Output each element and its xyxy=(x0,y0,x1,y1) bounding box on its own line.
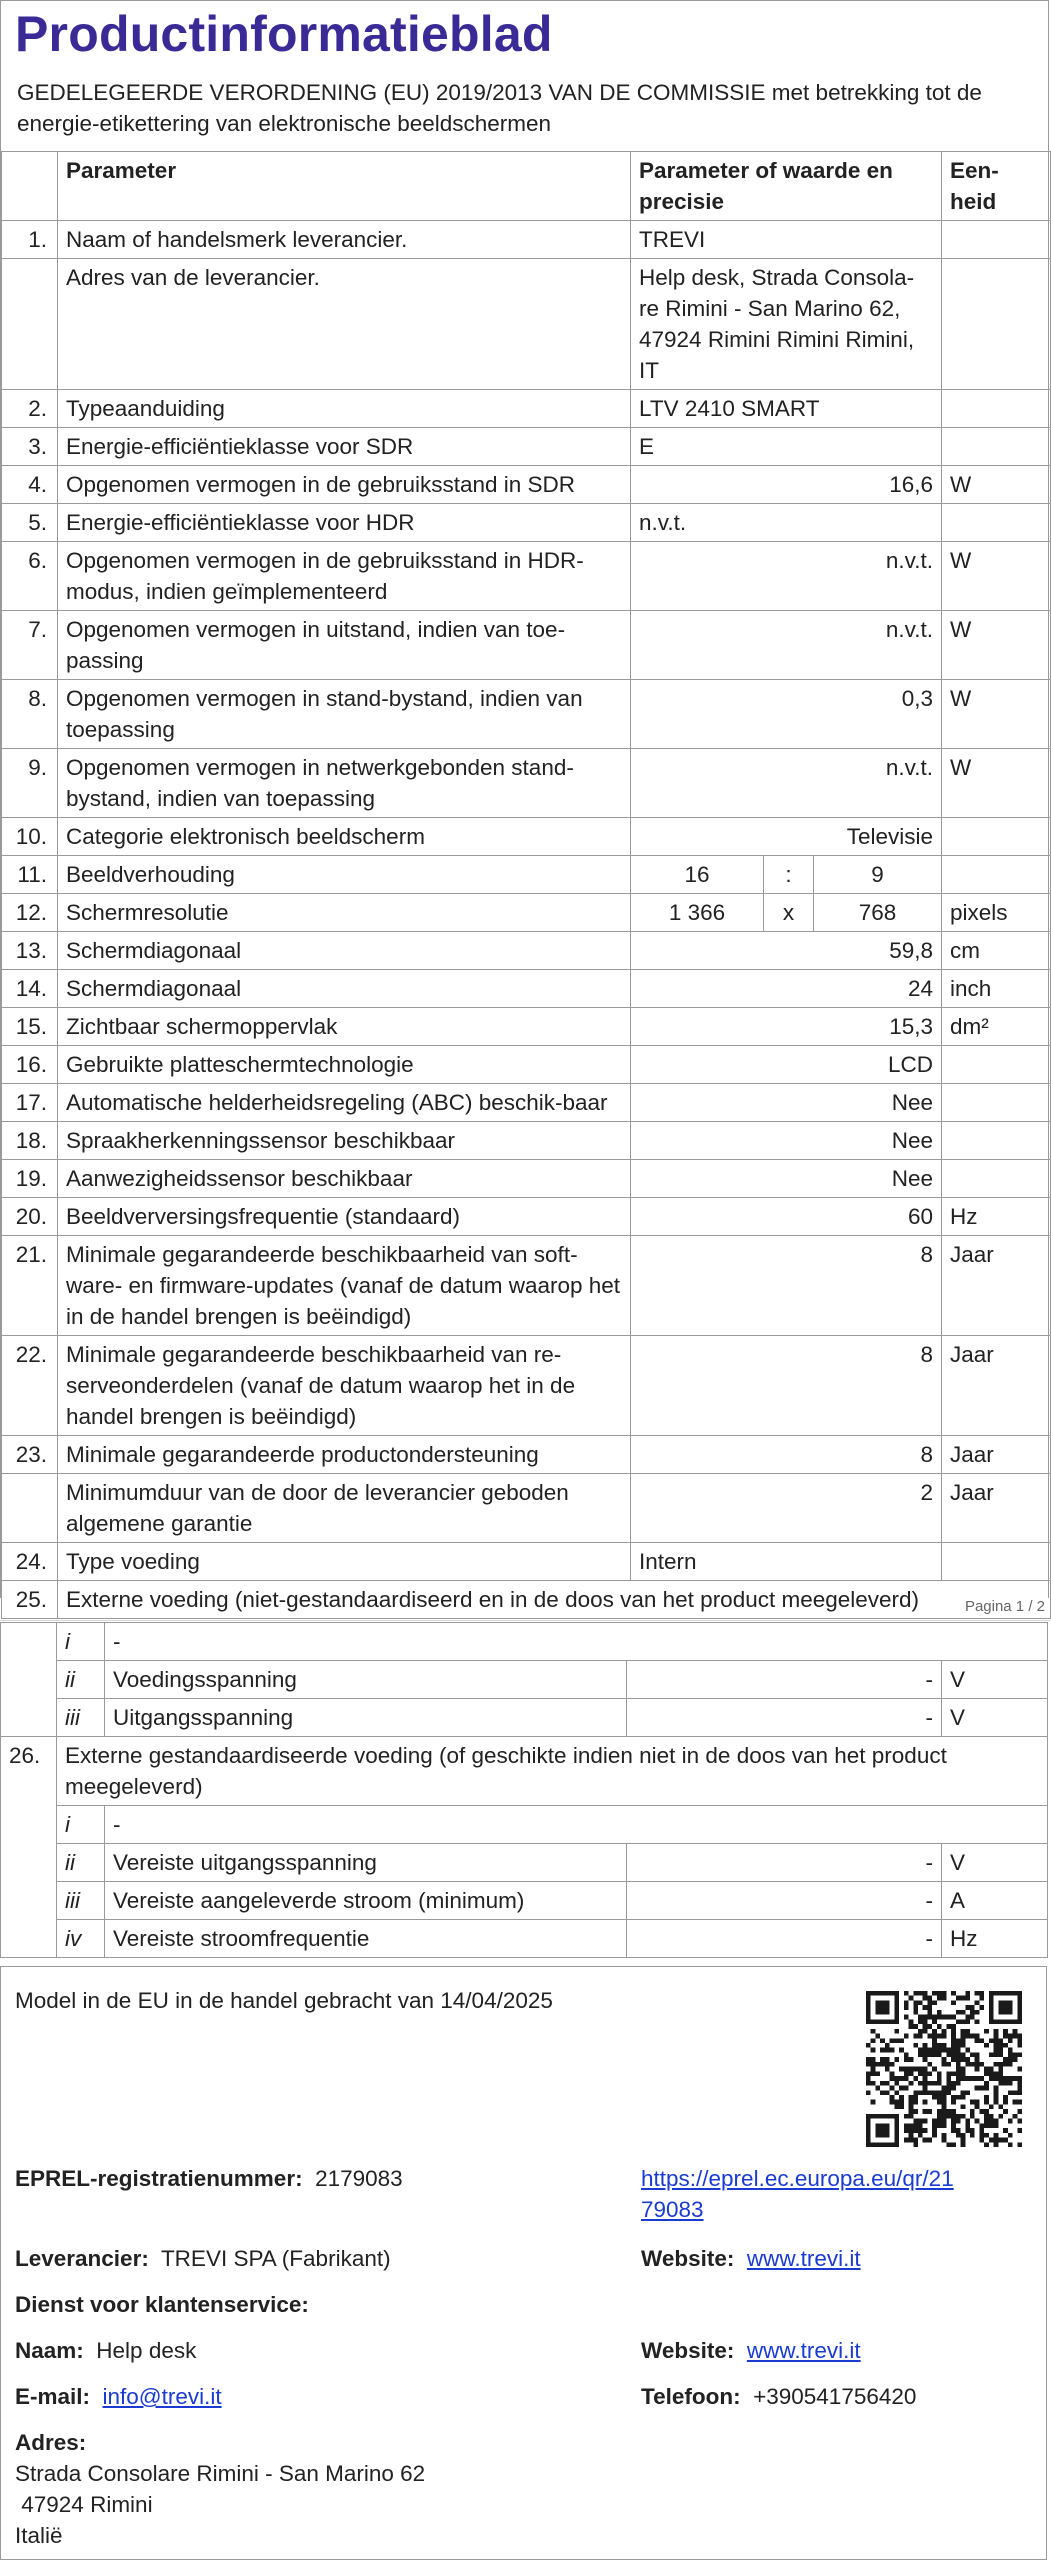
table-header-row xyxy=(2,152,1051,221)
row-value: Televisie xyxy=(631,818,942,856)
row-label: Spraakherkenningssensor beschikbaar xyxy=(58,1122,631,1160)
table-row xyxy=(2,1474,1051,1543)
row-label: Automatische helderheidsregeling (ABC) beschik-baar xyxy=(58,1084,631,1122)
row-value-b: 9 xyxy=(814,856,942,894)
row-label: Opgenomen vermogen in uitstand, indien van toe-passing xyxy=(58,611,631,680)
table-row xyxy=(2,390,1051,428)
row-unit xyxy=(942,1160,1051,1198)
row-value: n.v.t. xyxy=(631,749,942,818)
row-label: Schermdiagonaal xyxy=(58,932,631,970)
row-label: Categorie elektronisch beeldscherm xyxy=(58,818,631,856)
row-number: 12. xyxy=(2,894,58,932)
row-value: - xyxy=(627,1844,942,1882)
row-number: 1. xyxy=(2,221,58,259)
table-row xyxy=(2,1122,1051,1160)
table-row xyxy=(1,1661,1048,1699)
row-number: 13. xyxy=(2,932,58,970)
row-number: 24. xyxy=(2,1543,58,1581)
row-number: 18. xyxy=(2,1122,58,1160)
row-value: LTV 2410 SMART xyxy=(631,390,942,428)
table-row xyxy=(2,1046,1051,1084)
row-unit: cm xyxy=(942,932,1051,970)
row-value-b: 768 xyxy=(814,894,942,932)
table-row xyxy=(2,466,1051,504)
row-label: Minimale gegarandeerde beschikbaarheid van soft-ware- en firmware-updates (vanaf de datum waarop het in de handel brengen is beëindigd) xyxy=(58,1236,631,1336)
row-number: 22. xyxy=(2,1336,58,1436)
row-value: 8 xyxy=(631,1336,942,1436)
row-label: Vereiste aangeleverde stroom (minimum) xyxy=(105,1882,627,1920)
eprel-link-line1[interactable]: https://eprel.ec.europa.eu/qr/21 xyxy=(641,2166,954,2191)
row-number: 15. xyxy=(2,1008,58,1046)
table-row xyxy=(2,1236,1051,1336)
row-unit xyxy=(942,818,1051,856)
row-unit: V xyxy=(942,1844,1048,1882)
row-label: Naam of handelsmerk leverancier. xyxy=(58,221,631,259)
row-value: TREVI xyxy=(631,221,942,259)
qr-code-icon xyxy=(866,1991,1022,2147)
row-unit xyxy=(942,390,1051,428)
row-unit: W xyxy=(942,466,1051,504)
row-unit: V xyxy=(942,1661,1048,1699)
row-value-a: 1 366 xyxy=(631,894,764,932)
row-number: 2. xyxy=(2,390,58,428)
row-value: 24 xyxy=(631,970,942,1008)
row-label: Vereiste stroomfrequentie xyxy=(105,1920,627,1958)
eprel-link[interactable] xyxy=(641,2163,954,2225)
row-value: LCD xyxy=(631,1046,942,1084)
row-number: 14. xyxy=(2,970,58,1008)
row-label: - xyxy=(105,1806,1048,1844)
row-value: 60 xyxy=(631,1198,942,1236)
row-number: 20. xyxy=(2,1198,58,1236)
row-label: Beeldverversingsfrequentie (standaard) xyxy=(58,1198,631,1236)
table-row xyxy=(1,1737,1048,1806)
supplier-name: TREVI SPA (Fabrikant) xyxy=(160,2246,391,2271)
header-num-cell xyxy=(2,152,58,221)
row-value: Nee xyxy=(631,1122,942,1160)
row-label: Opgenomen vermogen in de gebruiksstand in HDR-modus, indien geïmplementeerd xyxy=(58,542,631,611)
page-title: Productinformatieblad xyxy=(15,6,553,62)
row-value: 59,8 xyxy=(631,932,942,970)
table-row xyxy=(2,749,1051,818)
row-number xyxy=(2,259,58,390)
row-unit: Jaar xyxy=(942,1336,1051,1436)
table-row xyxy=(2,259,1051,390)
row-unit: Hz xyxy=(942,1920,1048,1958)
row-value: 15,3 xyxy=(631,1008,942,1046)
row-number: 25. xyxy=(2,1581,58,1619)
row-value-separator: : xyxy=(764,856,814,894)
table-row xyxy=(1,1882,1048,1920)
row-sub-index: i xyxy=(57,1623,105,1661)
row-value: Intern xyxy=(631,1543,942,1581)
row-value: - xyxy=(627,1882,942,1920)
row-value: 8 xyxy=(631,1436,942,1474)
row-label: Schermresolutie xyxy=(58,894,631,932)
row-value: Help desk, Strada Consola-re Rimini - San Marino 62, 47924 Rimini Rimini Rimini, IT xyxy=(631,259,942,390)
row-value: 8 xyxy=(631,1236,942,1336)
row-unit: inch xyxy=(942,970,1051,1008)
row-unit xyxy=(942,259,1051,390)
table-row xyxy=(1,1920,1048,1958)
table-row xyxy=(2,1336,1051,1436)
address-line-2: 47924 Rimini xyxy=(15,2492,153,2517)
table-row xyxy=(2,1008,1051,1046)
row-unit: A xyxy=(942,1882,1048,1920)
eprel-label: EPREL-registratienummer: xyxy=(15,2166,303,2191)
row-sub-index: ii xyxy=(57,1844,105,1882)
row-label: Uitgangsspanning xyxy=(105,1699,627,1737)
row-unit: Jaar xyxy=(942,1436,1051,1474)
row-number: 3. xyxy=(2,428,58,466)
row-number: 23. xyxy=(2,1436,58,1474)
row-unit xyxy=(942,1543,1051,1581)
row-number: 4. xyxy=(2,466,58,504)
row-label: Externe voeding (niet-gestandaardiseerd en in de doos van het product meegeleverd) xyxy=(58,1581,1051,1619)
row-value: Nee xyxy=(631,1084,942,1122)
table-row xyxy=(2,504,1051,542)
row-sub-index: ii xyxy=(57,1661,105,1699)
row-unit: W xyxy=(942,542,1051,611)
row-unit: pixels xyxy=(942,894,1051,932)
table-row xyxy=(2,1436,1051,1474)
row-label: Minimale gegarandeerde beschikbaarheid van re-serveonderdelen (vanaf de datum waarop het in de handel brengen is beëindigd) xyxy=(58,1336,631,1436)
supplier-label: Leverancier: xyxy=(15,2246,149,2271)
eprel-number: 2179083 xyxy=(315,2166,403,2191)
row-unit: W xyxy=(942,611,1051,680)
table-row xyxy=(2,428,1051,466)
service-website-link[interactable]: www.trevi.it xyxy=(746,2338,861,2363)
email-label: E-mail: xyxy=(15,2384,91,2409)
email-line xyxy=(15,2381,222,2412)
eprel-registration xyxy=(15,2163,403,2194)
name-label: Naam: xyxy=(15,2338,84,2363)
row-label: Aanwezigheidssensor beschikbaar xyxy=(58,1160,631,1198)
row-label: Gebruikte platteschermtechnologie xyxy=(58,1046,631,1084)
row-label: Opgenomen vermogen in netwerkgebonden stand-bystand, indien van toepassing xyxy=(58,749,631,818)
row-value-separator: x xyxy=(764,894,814,932)
parameter-table xyxy=(1,151,1051,1619)
customer-service-heading: Dienst voor klantenservice: xyxy=(15,2292,309,2317)
row-unit: V xyxy=(942,1699,1048,1737)
address-label: Adres: xyxy=(15,2430,87,2455)
table-row xyxy=(1,1623,1048,1661)
row-label: Energie-efficiëntieklasse voor SDR xyxy=(58,428,631,466)
row-unit: W xyxy=(942,680,1051,749)
page-subtitle: GEDELEGEERDE VERORDENING (EU) 2019/2013 VAN DE COMMISSIE met betrekking tot de energie-etikettering van elektronische beeldschermen xyxy=(17,80,982,136)
row-label: Minimale gegarandeerde productondersteuning xyxy=(58,1436,631,1474)
service-name: Help desk xyxy=(96,2338,197,2363)
phone-line xyxy=(641,2381,916,2412)
row-label: Zichtbaar schermoppervlak xyxy=(58,1008,631,1046)
address-line-1: Strada Consolare Rimini - San Marino 62 xyxy=(15,2461,426,2486)
row-unit: W xyxy=(942,749,1051,818)
supplier-line xyxy=(15,2243,391,2274)
row-number: 19. xyxy=(2,1160,58,1198)
row-number: 26. xyxy=(1,1737,57,1958)
row-label: Voedingsspanning xyxy=(105,1661,627,1699)
page-indicator: Pagina 1 / 2 xyxy=(964,1598,1045,1615)
row-label: Type voeding xyxy=(58,1543,631,1581)
row-number: 5. xyxy=(2,504,58,542)
row-label: Energie-efficiëntieklasse voor HDR xyxy=(58,504,631,542)
row-value: - xyxy=(627,1661,942,1699)
row-value: - xyxy=(627,1699,942,1737)
row-label: Beeldverhouding xyxy=(58,856,631,894)
row-unit xyxy=(942,504,1051,542)
service-name-line xyxy=(15,2335,196,2366)
row-value: Nee xyxy=(631,1160,942,1198)
row-unit xyxy=(942,1122,1051,1160)
row-value: n.v.t. xyxy=(631,611,942,680)
row-unit: Hz xyxy=(942,1198,1051,1236)
row-label: Typeaanduiding xyxy=(58,390,631,428)
row-value: - xyxy=(627,1920,942,1958)
table-row xyxy=(2,611,1051,680)
header-parameter: Parameter xyxy=(58,152,631,221)
row-number: 6. xyxy=(2,542,58,611)
row-number: 21. xyxy=(2,1236,58,1336)
email-link[interactable]: info@trevi.it xyxy=(102,2384,222,2409)
row-label: Schermdiagonaal xyxy=(58,970,631,1008)
row-label: Opgenomen vermogen in de gebruiksstand in SDR xyxy=(58,466,631,504)
row-value: 2 xyxy=(631,1474,942,1543)
website-label: Website: xyxy=(641,2246,735,2271)
row-unit xyxy=(942,856,1051,894)
row-label: - xyxy=(105,1623,1048,1661)
website-link[interactable]: www.trevi.it xyxy=(746,2246,861,2271)
row-number: 7. xyxy=(2,611,58,680)
table-row xyxy=(2,856,1051,894)
row-number: 8. xyxy=(2,680,58,749)
website-line xyxy=(641,2243,861,2274)
row-sub-index: iv xyxy=(57,1920,105,1958)
row-sub-index: iii xyxy=(57,1882,105,1920)
row-number xyxy=(2,1474,58,1543)
row-label: Externe gestandaardiseerde voeding (of geschikte indien niet in de doos van het product meegeleverd) xyxy=(57,1737,1048,1806)
row-sub-index: iii xyxy=(57,1699,105,1737)
table-row xyxy=(2,1543,1051,1581)
row-label: Opgenomen vermogen in stand-bystand, indien van toepassing xyxy=(58,680,631,749)
address-line-3: Italië xyxy=(15,2523,63,2548)
row-number: 10. xyxy=(2,818,58,856)
row-value-a: 16 xyxy=(631,856,764,894)
row-unit xyxy=(942,428,1051,466)
table-row xyxy=(2,542,1051,611)
table-row xyxy=(2,932,1051,970)
table-row xyxy=(2,970,1051,1008)
page-divider xyxy=(0,1620,1051,1621)
row-label: Adres van de leverancier. xyxy=(58,259,631,390)
row-unit xyxy=(942,1046,1051,1084)
model-market-date: Model in de EU in de handel gebracht van 14/04/2025 xyxy=(15,1988,553,2013)
table-row xyxy=(2,1198,1051,1236)
row-label: Minimumduur van de door de leverancier geboden algemene garantie xyxy=(58,1474,631,1543)
table-row xyxy=(1,1844,1048,1882)
row-value: n.v.t. xyxy=(631,542,942,611)
row-unit xyxy=(942,221,1051,259)
table-row xyxy=(2,1160,1051,1198)
table-row xyxy=(2,894,1051,932)
table-row xyxy=(2,1084,1051,1122)
row-unit xyxy=(942,1084,1051,1122)
row-number-spacer xyxy=(1,1623,57,1737)
table-row xyxy=(1,1699,1048,1737)
service-website-line xyxy=(641,2335,861,2366)
table-row xyxy=(2,818,1051,856)
table-row xyxy=(2,680,1051,749)
row-number: 17. xyxy=(2,1084,58,1122)
header-value: Parameter of waarde en precisie xyxy=(631,152,942,221)
table-row xyxy=(2,221,1051,259)
row-label: Vereiste uitgangsspanning xyxy=(105,1844,627,1882)
row-unit: Jaar xyxy=(942,1236,1051,1336)
row-value: n.v.t. xyxy=(631,504,942,542)
row-value: 16,6 xyxy=(631,466,942,504)
row-number: 16. xyxy=(2,1046,58,1084)
row-value: E xyxy=(631,428,942,466)
phone-label: Telefoon: xyxy=(641,2384,741,2409)
supplier-info-box xyxy=(0,1966,1047,2560)
row-number: 9. xyxy=(2,749,58,818)
table-row xyxy=(2,1581,1051,1619)
row-sub-index: i xyxy=(57,1806,105,1844)
eprel-link-line2[interactable]: 79083 xyxy=(641,2197,704,2222)
phone-number: +390541756420 xyxy=(753,2384,917,2409)
table-row xyxy=(1,1806,1048,1844)
website2-label: Website: xyxy=(641,2338,735,2363)
power-supply-table xyxy=(0,1622,1048,1958)
row-value: 0,3 xyxy=(631,680,942,749)
header-unit: Een-heid xyxy=(942,152,1051,221)
row-unit: dm² xyxy=(942,1008,1051,1046)
row-number: 11. xyxy=(2,856,58,894)
row-unit: Jaar xyxy=(942,1474,1051,1543)
